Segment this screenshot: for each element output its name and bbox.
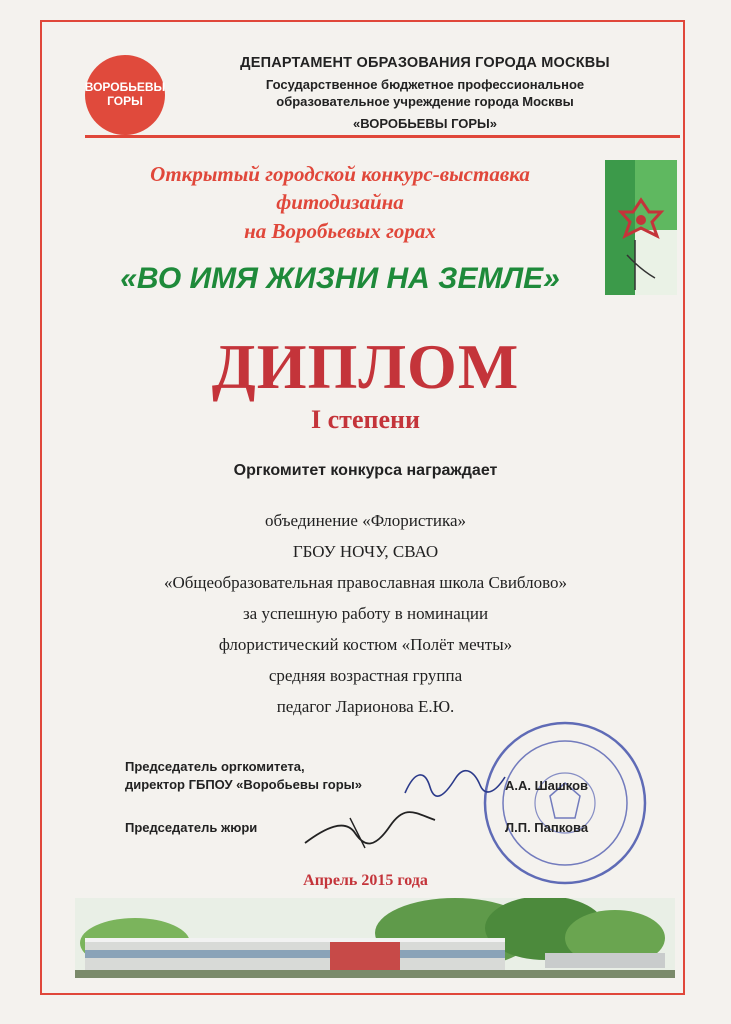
- awards-statement: Оргкомитет конкурса награждает: [233, 462, 498, 479]
- institution-line1: Государственное бюджетное профессиональное: [265, 77, 585, 92]
- recipient-line: ГБОУ НОЧУ, СВАО: [292, 542, 439, 561]
- logo-line1: ВОРОБЬЕВЫ: [84, 80, 166, 95]
- recipient-block: [0, 505, 731, 722]
- contest-line3: на Воробьевых горах: [244, 218, 436, 243]
- chair-title-line1: Председатель оргкомитета,: [125, 759, 305, 774]
- issue-date: Апрель 2015 года: [303, 872, 428, 889]
- recipient-line: педагог Ларионова Е.Ю.: [276, 697, 455, 716]
- official-stamp: [480, 718, 650, 888]
- jury-signature: [295, 808, 445, 853]
- organization-header: [200, 55, 650, 131]
- diploma-title: ДИПЛОМ: [211, 331, 520, 402]
- palace-photo: [75, 898, 675, 978]
- contest-line2: фитодизайна: [276, 190, 404, 215]
- contest-line1: Открытый городской конкурс-выставка: [150, 162, 530, 186]
- chair-title-line2: директор ГБПОУ «Воробьевы горы»: [125, 776, 363, 792]
- institution-description: [200, 77, 650, 111]
- jury-title: Председатель жюри: [125, 820, 258, 835]
- institution-name: «ВОРОБЬЕВЫ ГОРЫ»: [352, 115, 498, 131]
- institution-line2: образовательное учреждение города Москвы: [276, 93, 574, 109]
- jury-name: Л.П. Папкова: [505, 820, 589, 835]
- department-name: ДЕПАРТАМЕНТ ОБРАЗОВАНИЯ ГОРОДА МОСКВЫ: [240, 55, 610, 71]
- diploma-degree: I степени: [311, 405, 420, 434]
- contest-motto: «ВО ИМЯ ЖИЗНИ НА ЗЕМЛЕ»: [120, 262, 560, 295]
- header-divider: [85, 135, 680, 138]
- vorobyovy-gory-logo: [85, 55, 165, 135]
- chair-signature: [400, 765, 510, 803]
- contest-title: [60, 160, 620, 245]
- chair-name: А.А. Шашков: [505, 778, 589, 793]
- chair-title: [125, 758, 362, 793]
- recipient-line: «Общеобразовательная православная школа Свиблово»: [163, 573, 568, 592]
- recipient-line: средняя возрастная группа: [268, 666, 463, 685]
- logo-line2: ГОРЫ: [107, 94, 143, 108]
- recipient-line: флористический костюм «Полёт мечты»: [218, 635, 513, 654]
- recipient-line: объединение «Флористика»: [264, 511, 466, 530]
- recipient-line: за успешную работу в номинации: [242, 604, 489, 623]
